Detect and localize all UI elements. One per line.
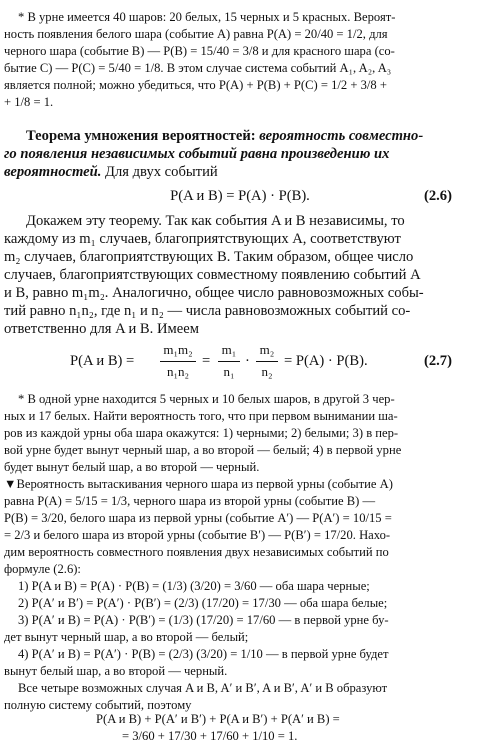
solution-case-3-cont: дет вынут черный шар, а во второй — белый;	[4, 630, 249, 644]
example1-line-6: + 1/8 = 1.	[4, 95, 54, 109]
theorem-statement-start: вероятность совместно-	[255, 128, 424, 144]
example1-line-5: является полной; можно убедиться, что P(A) + P(B) + P(C) = 1/2 + 3/8 +	[4, 78, 387, 92]
proof-line-4: случаев, благоприятствующих совместному появлению событий A	[4, 267, 421, 283]
fraction-3-numerator: m₂	[259, 342, 275, 357]
example2-line-5: будет вынут белый шар, а во второй — черный.	[4, 460, 260, 474]
solution-line-4: = 2/3 и белого шара из второй урны (событие B′) — P(B′) = 17/20. Нахо-	[4, 528, 391, 542]
formula-2-7-rhs: = P(A) · P(B).	[284, 353, 368, 369]
solution-case-4-cont: вынут белый шар, а во второй — черный.	[4, 664, 228, 678]
formula-2-7-number: (2.7)	[424, 353, 452, 369]
theorem-line-3	[4, 165, 218, 180]
example2-line-2: ных и 17 белых. Найти вероятность того, что при первом вынимании ша-	[4, 409, 398, 423]
fraction-2-denominator: n₁	[223, 364, 235, 379]
final-formula-line-1: P(A и B) + P(A′ и B′) + P(A и B′) + P(A′ и B) =	[96, 712, 340, 726]
formula-2-6: P(A и B) = P(A) · P(B).	[170, 188, 310, 204]
theorem-title: Теорема умножения вероятностей:	[26, 128, 256, 144]
example2-line-4: вой урне будет вынут черный шар, а во второй — белый; 4) в первой урне	[4, 443, 402, 457]
fraction-1-denominator: n₁n₂	[166, 364, 190, 379]
formula-2-6-number: (2.6)	[424, 188, 452, 204]
theorem-statement-end: вероятностей.	[4, 164, 102, 180]
proof-line-2: каждому из m₁ случаев, благоприятствующих A, соответствуют	[4, 231, 401, 247]
solution-case-3: 3) P(A′ и B) = P(A) · P(B′) = (1/3) (17/20) = 17/60 — в первой урне бу-	[18, 613, 389, 627]
solution-line-2: равна P(A) = 5/15 = 1/3, черного шара из второй урны (событие B) —	[4, 494, 376, 508]
solution-line-3: P(B) = 3/20, белого шара из первой урны (событие A′) — P(A′) = 10/15 =	[4, 511, 392, 525]
fraction-3-bar	[256, 361, 278, 362]
solution-line-6: формуле (2.6):	[4, 562, 81, 576]
solution-line-1: ▼Вероятность вытаскивания черного шара из первой урны (событие A)	[4, 477, 393, 491]
theorem-intro: Для двух событий	[101, 164, 218, 180]
proof-line-1: Докажем эту теорему. Так как события A и B независимы, то	[26, 213, 405, 229]
example1-line-4: бытие C) — P(C) = 5/40 = 1/8. В этом случае система событий A₁, A₂, A₃	[4, 61, 392, 75]
solution-case-4: 4) P(A′ и B) = P(A′) · P(B) = (2/3) (3/20) = 1/10 — в первой урне будет	[18, 647, 389, 661]
theorem-line-1	[26, 129, 423, 144]
fraction-1-bar	[160, 361, 196, 362]
proof-line-6: тий равно n₁n₂, где n₁ и n₂ — числа равновозможных событий со-	[4, 303, 411, 319]
formula-2-7-equals: =	[202, 353, 211, 369]
fraction-2-numerator: m₁	[221, 342, 237, 357]
fraction-1-numerator: m₁m₂	[163, 342, 193, 357]
example1-line-3: черного шара (событие B) — P(B) = 15/40 = 3/8 и для красного шара (со-	[4, 44, 395, 58]
fraction-2-bar	[218, 361, 240, 362]
solution-case-2: 2) P(A′ и B′) = P(A′) · P(B′) = (2/3) (17/20) = 17/30 — оба шара белые;	[18, 596, 388, 610]
final-formula-line-2: = 3/60 + 17/30 + 17/60 + 1/10 = 1.	[122, 729, 298, 743]
example1-line-1: * В урне имеется 40 шаров: 20 белых, 15 черных и 5 красных. Вероят-	[18, 10, 396, 24]
example2-line-3: ров из каждой урны оба шара окажутся: 1) черными; 2) белыми; 3) в пер-	[4, 426, 399, 440]
example2-line-1: * В одной урне находится 5 черных и 10 белых шаров, в другой 3 чер-	[18, 392, 395, 406]
formula-2-7-dot: ·	[245, 353, 250, 369]
proof-line-3: m₂ случаев, благоприятствующих B. Таким образом, общее число	[4, 249, 414, 265]
solution-line-13: Все четыре возможных случая A и B, A′ и B′, A и B′, A′ и B образуют	[18, 681, 388, 695]
formula-2-7-lhs: P(A и B) =	[70, 353, 135, 369]
example1-line-2: ность появления белого шара (событие A) равна P(A) = 20/40 = 1/2, для	[4, 27, 388, 41]
solution-line-5: дим вероятность совместного появления двух независимых событий по	[4, 545, 389, 559]
proof-line-5: и B, равно m₁m₂. Аналогично, общее число равновозможных собы-	[4, 285, 424, 301]
solution-line-14: полную систему событий, поэтому	[4, 698, 192, 712]
proof-line-7: ответственно для A и B. Имеем	[4, 321, 199, 337]
fraction-3-denominator: n₂	[261, 364, 273, 379]
solution-case-1: 1) P(A и B) = P(A) · P(B) = (1/3) (3/20) = 3/60 — оба шара черные;	[18, 579, 370, 593]
theorem-line-2: го появления независимых событий равна произведению их	[4, 146, 390, 162]
